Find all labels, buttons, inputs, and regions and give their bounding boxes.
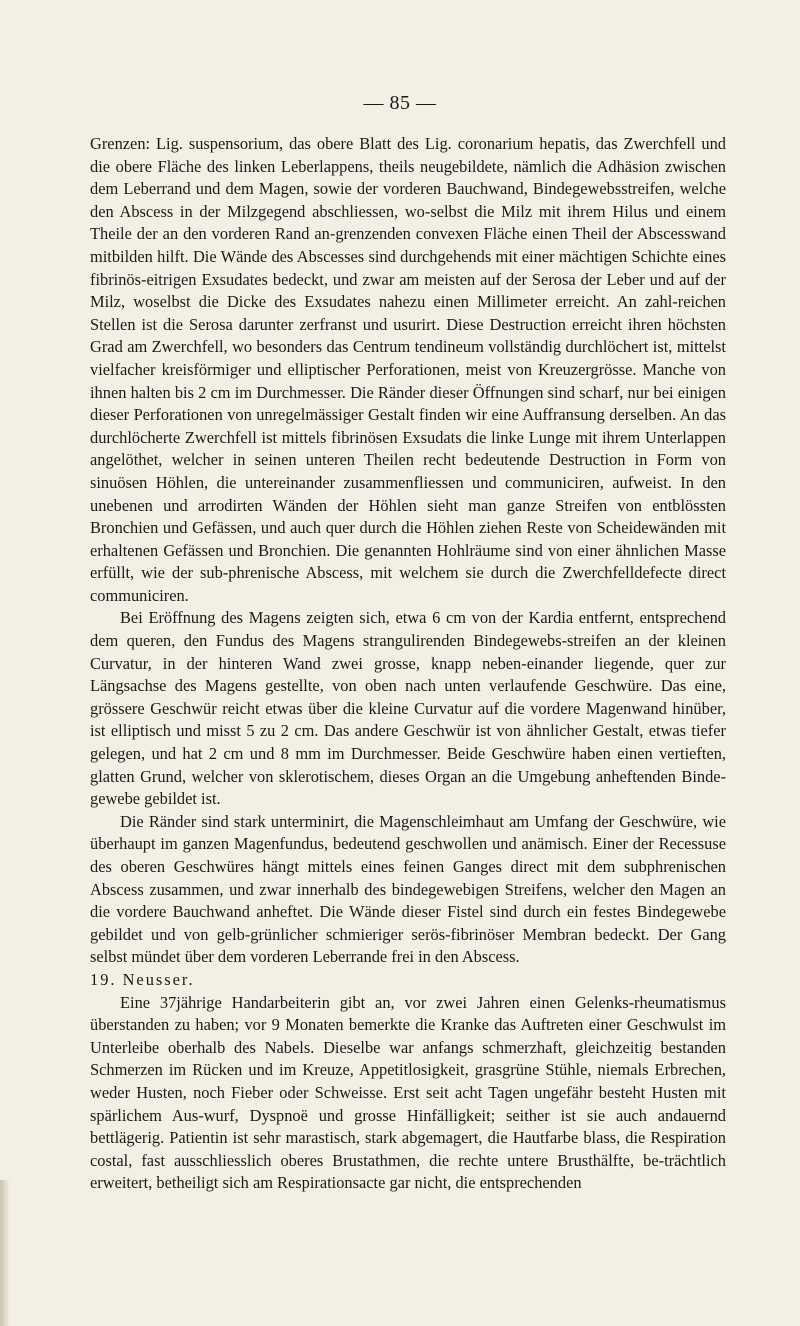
body-text	[90, 133, 726, 1195]
case-heading: 19. Neusser.	[90, 969, 195, 989]
paragraph-1: Grenzen: Lig. suspensorium, das obere Blatt des Lig. coronarium hepatis, das Zwerchfell und die obere Fläche des linken Leberlappens, theils neugebildete, nämlich die Adhäsion zwischen dem Leberrand und dem Magen, sowie der vorderen Bauchwand, Bindegewebsstreifen, welche den Abscess in der Milzgegend abschliessen, wo-selbst die Milz mit ihrem Hilus und einem Theile der an den vorderen Rand an-grenzenden convexen Fläche einen Theil der Abscesswand mitbilden hilft. Die Wände des Abscesses sind durchgehends mit einer mächtigen Schichte eines fibrinös-eitrigen Exsudates bedeckt, und zwar am meisten auf der Serosa der Leber und auf der Milz, woselbst die Dicke des Exsudates nahezu einen Millimeter erreicht. An zahl-reichen Stellen ist die Serosa darunter zerfranst und usurirt. Diese Destruction erreicht ihren höchsten Grad am Zwerchfell, wo besonders das Centrum tendineum vollständig durchlöchert ist, mittelst vielfacher kreisförmiger und elliptischer Perforationen, meist von Kreuzergrösse. Manche von ihnen halten bis 2 cm im Durchmesser. Die Ränder dieser Öffnungen sind scharf, nur bei einigen dieser Perforationen von unregelmässiger Gestalt finden wir eine Auffransung derselben. An das durchlöcherte Zwerchfell ist mittels fibrinösen Exsudats die linke Lunge mit ihrem Unterlappen angelöthet, welcher in seinen unteren Theilen recht bedeutende Destruction in Form von sinuösen Höhlen, die untereinander zusammenfliessen und communiciren, aufweist. In den unebenen und arrodirten Wänden der Höhlen sieht man ganze Streifen von entblössten Bronchien und Gefässen, und auch quer durch die Höhlen ziehen Reste von Scheidewänden mit erhaltenen Gefässen und Bronchien. Die genannten Hohlräume sind von einer ähnlichen Masse erfüllt, wie der sub-phrenische Abscess, mit welchem sie durch die Zwerchfelldefecte direct communiciren.	[90, 134, 726, 605]
page-number: — 85 —	[363, 92, 437, 114]
case-paragraph: Eine 37jährige Handarbeiterin gibt an, vor zwei Jahren einen Gelenks-rheumatismus überstanden zu haben; vor 9 Monaten bemerkte die Kranke das Auftreten einer Geschwulst im Unterleibe oberhalb des Nabels. Dieselbe war anfangs schmerzhaft, gleichzeitig bestanden Schmerzen im Rücken und im Kreuze, Appetitlosigkeit, grasgrüne Stühle, niemals Erbrechen, weder Husten, noch Fieber oder Schweisse. Erst seit acht Tagen ungefähr besteht Husten mit spärlichem Aus-wurf, Dyspnoë und grosse Hinfälligkeit; seither ist sie auch andauernd bettlägerig. Patientin ist sehr marastisch, stark abgemagert, die Hautfarbe blass, die Respiration costal, fast ausschliesslich oberes Brustathmen, die rechte untere Brusthälfte, be-trächtlich erweitert, betheiligt sich am Respirationsacte gar nicht, die entsprechenden	[90, 992, 726, 1193]
paragraph-2: Bei Eröffnung des Magens zeigten sich, etwa 6 cm von der Kardia entfernt, entsprechend dem queren, den Fundus des Magens strangulirenden Bindegewebs-streifen an der kleinen Curvatur, in der hinteren Wand zwei grosse, knapp neben-einander liegende, quer zur Längsachse des Magens gestellte, von oben nach unten verlaufende Geschwüre. Das eine, grössere Geschwür reicht etwas über die kleine Curvatur auf die vordere Magenwand hinüber, ist elliptisch und misst 5 zu 2 cm. Das andere Geschwür ist von ähnlicher Gestalt, etwas tiefer gelegen, und hat 2 cm und 8 mm im Durchmesser. Beide Geschwüre haben einen vertieften, glatten Grund, welcher von sklerotischem, dieses Organ an die Umgebung anheftenden Binde-gewebe gebildet ist.	[90, 608, 726, 809]
paragraph-3: Die Ränder sind stark unterminirt, die Magenschleimhaut am Umfang der Geschwüre, wie überhaupt im ganzen Magenfundus, bedeutend geschwollen und anämisch. Einer der Recessuse des oberen Geschwüres hängt mittels eines feinen Ganges direct mit dem subphrenischen Abscess zusammen, und zwar innerhalb des bindegewebigen Streifens, welcher den Magen an die vordere Bauchwand anheftet. Die Wände dieser Fistel sind durch ein festes Bindegewebe gebildet und von gelb-grünlicher schmieriger serös-fibrinöser Membran bedeckt. Der Gang selbst mündet über dem vorderen Leberrande frei in den Abscess.	[90, 811, 726, 967]
page-edge-shadow	[0, 1180, 10, 1326]
